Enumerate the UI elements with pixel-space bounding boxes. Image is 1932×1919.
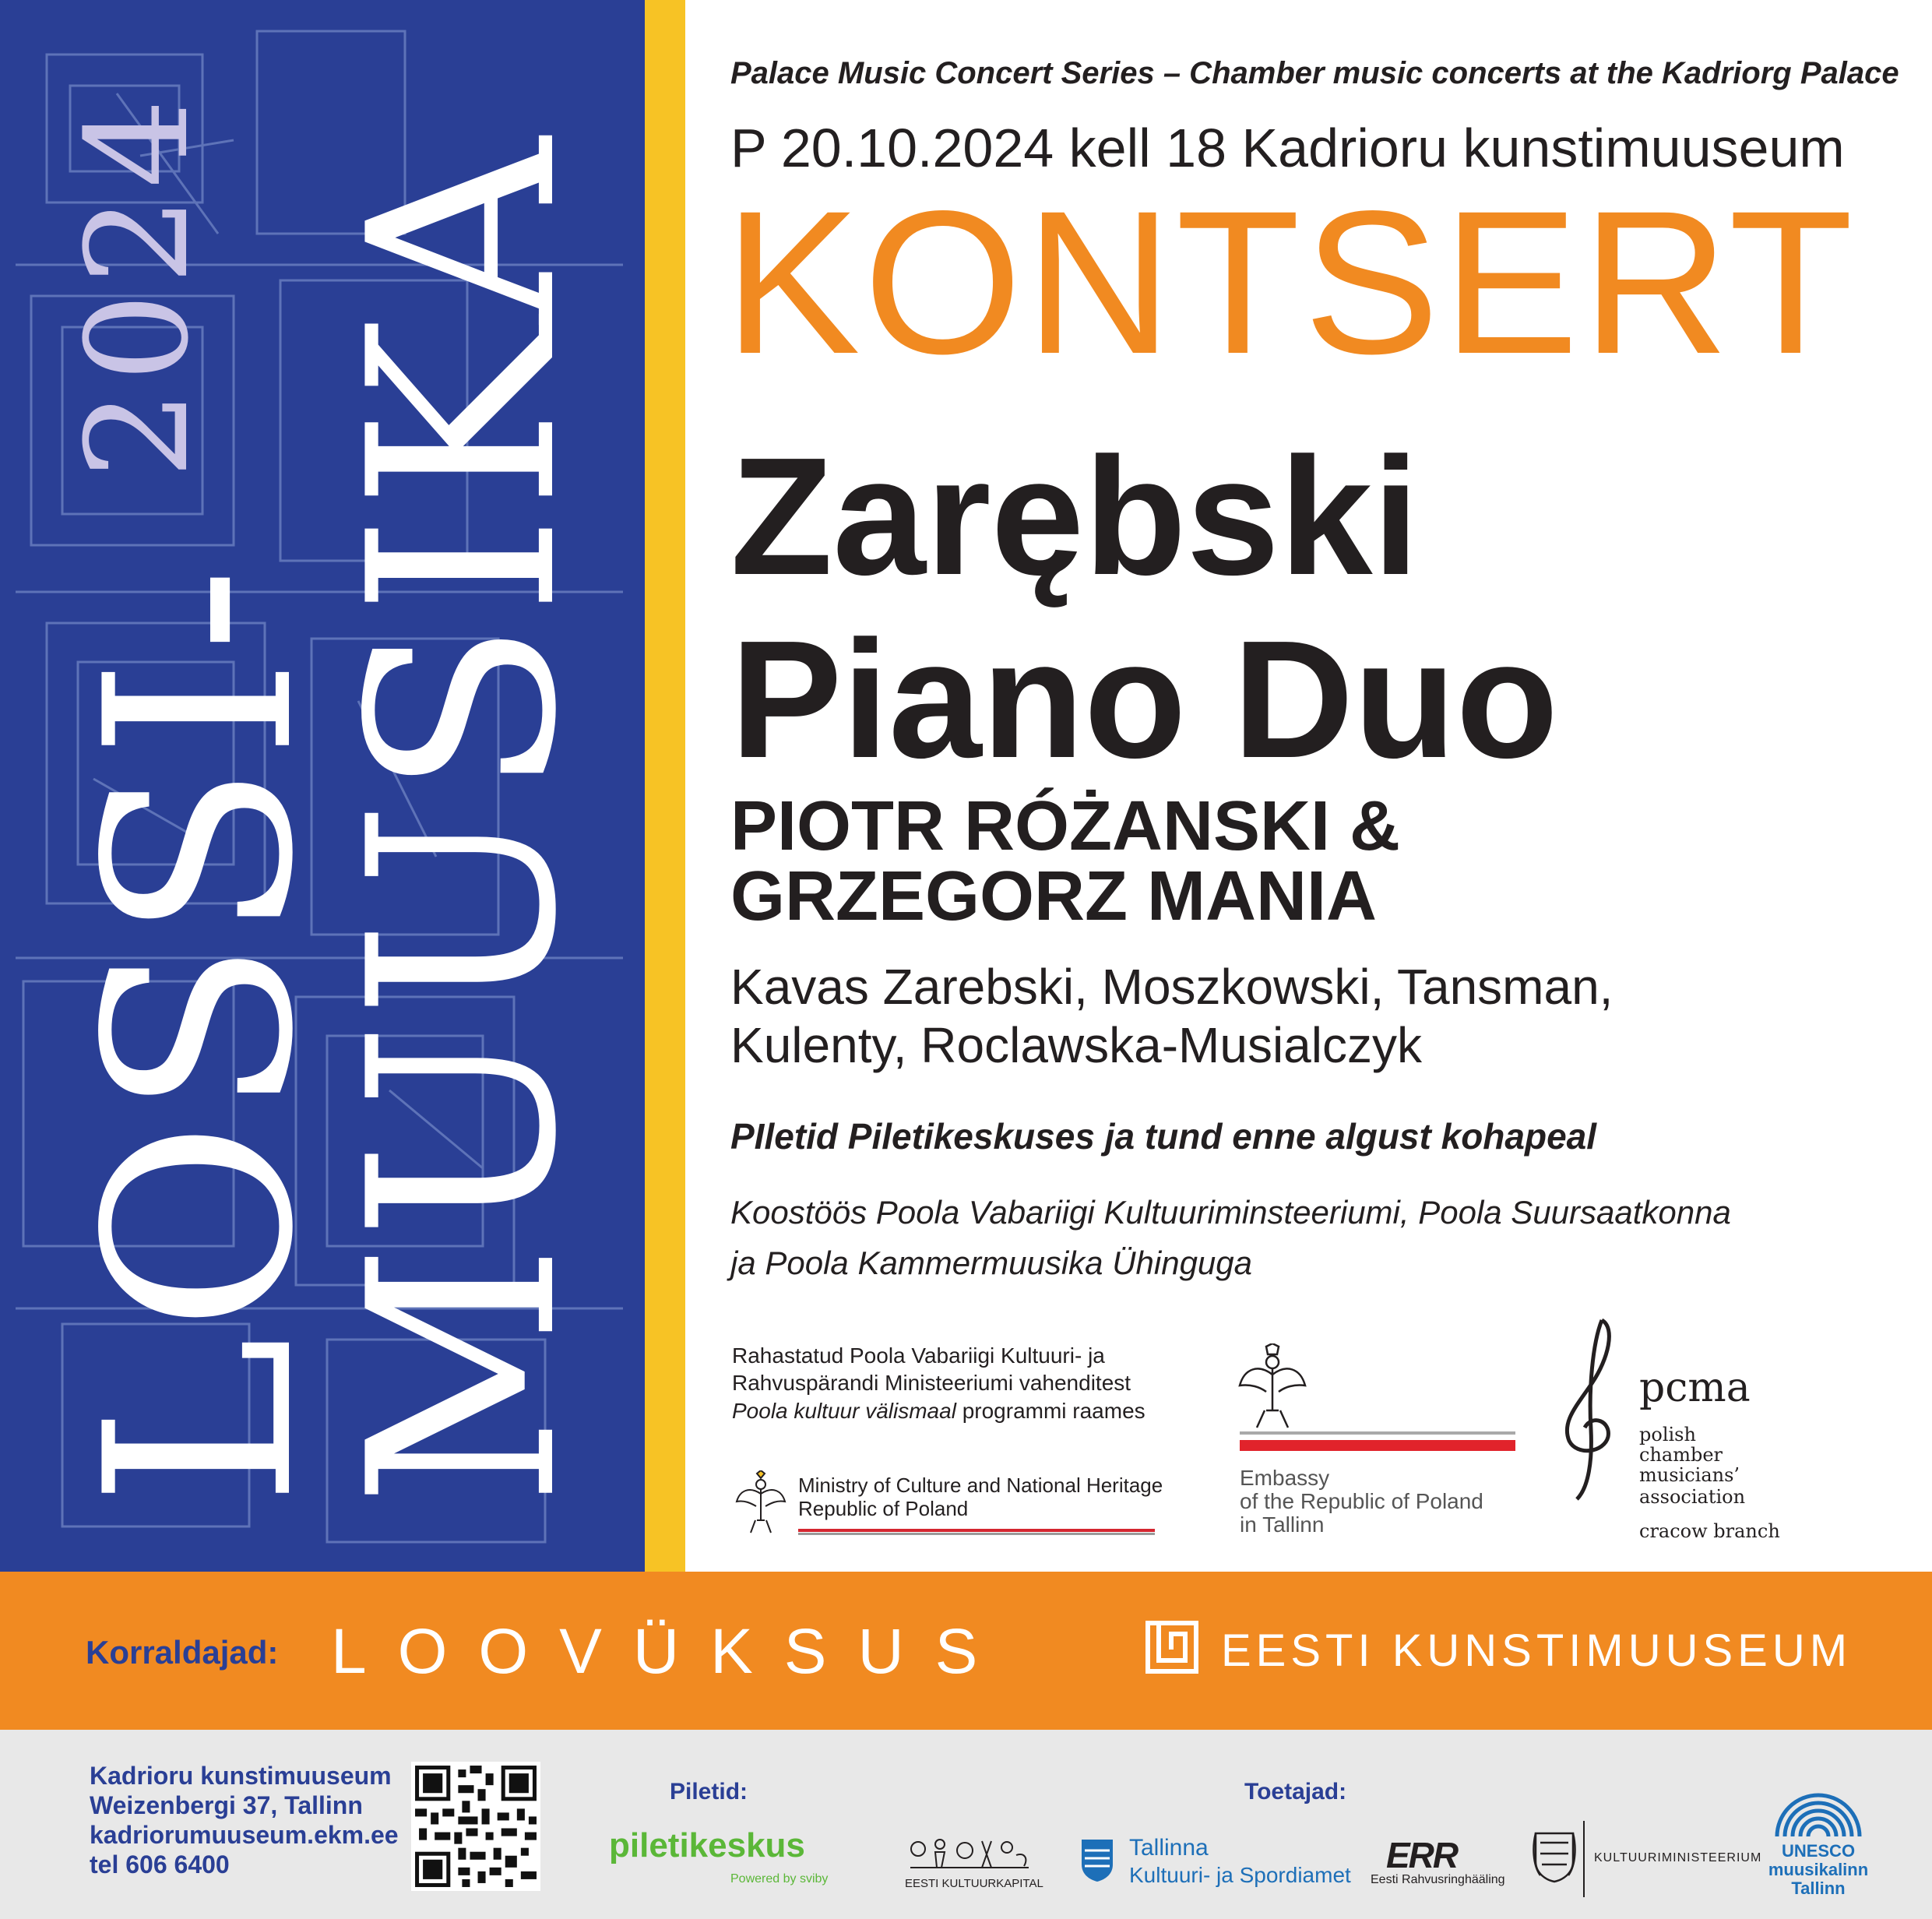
program-line2: Kulenty, Roclawska-Musialczyk — [730, 1017, 1422, 1073]
ministry-name-line2: Republic of Poland — [798, 1497, 969, 1520]
yellow-stripe — [645, 0, 685, 1572]
unesco-line2: muusikalinn — [1768, 1860, 1869, 1879]
headline-kontsert: KONTSERT — [724, 168, 1856, 396]
funding-line1: Rahastatud Poola Vabariigi Kultuuri- ja — [732, 1343, 1105, 1368]
cooperation-line1: Koostöös Poola Vabariigi Kultuuriminsteeriumi, Poola Suursaatkonna — [730, 1194, 1731, 1231]
embassy-gray-bar — [1240, 1431, 1515, 1435]
funding-line2: Rahvuspärandi Ministeeriumi vahenditest — [732, 1371, 1131, 1395]
date-venue: P 20.10.2024 kell 18 Kadrioru kunstimuuseum — [730, 118, 1845, 178]
kulkap-figures-icon — [907, 1836, 1032, 1871]
loovuksus-logo: LOOVÜKSUS — [331, 1616, 1009, 1687]
program-line1: Kavas Zarebski, Moszkowski, Tansman, — [730, 959, 1614, 1015]
kultuuriministeerium-label: KULTUURIMINISTEERIUM — [1594, 1851, 1762, 1864]
pcma-line2: chamber — [1639, 1444, 1723, 1466]
polish-eagle-icon — [734, 1470, 788, 1536]
ministry-gray-bar — [798, 1533, 1155, 1535]
tallinn-line2: Kultuuri- ja Spordiamet — [1129, 1863, 1351, 1887]
unesco-line1: UNESCO — [1781, 1841, 1856, 1861]
vertical-year: 2024 — [57, 90, 220, 479]
cooperation-line2: ja Poola Kammermuusika Ühinguga — [730, 1245, 1253, 1281]
unesco-arcs-icon — [1772, 1790, 1864, 1838]
tallinn-line1: Tallinna — [1129, 1835, 1209, 1861]
address-website[interactable]: kadriorumuuseum.ekm.ee — [90, 1821, 399, 1849]
vertical-title-muusika: MUUSIKA — [314, 132, 613, 1507]
embassy-eagle-icon — [1237, 1343, 1308, 1431]
eesti-kunstimuuseum-logo: EESTI KUNSTIMUUSEUM — [1221, 1625, 1853, 1676]
tallinn-shield-icon — [1080, 1838, 1114, 1883]
pcma-name: pcma — [1639, 1364, 1751, 1411]
address-venue: Kadrioru kunstimuuseum — [90, 1762, 392, 1790]
ensemble-title-line2: Piano Duo — [730, 605, 1559, 793]
supporters-label: Toetajad: — [1244, 1779, 1347, 1805]
kulkap-label: EESTI KULTUURKAPITAL — [905, 1877, 1043, 1890]
funding-line3-rest: programmi raames — [955, 1399, 1145, 1423]
tickets-note: PIletid Piletikeskuses ja tund enne algust kohapeal — [730, 1116, 1597, 1157]
pcma-line4: association — [1639, 1486, 1746, 1508]
vertical-title-lossi: LOSSI- — [51, 562, 350, 1507]
embassy-line1: Embassy — [1240, 1466, 1330, 1490]
pcma-line3: musicians’ — [1639, 1464, 1740, 1486]
ministry-name-line1: Ministry of Culture and National Heritage — [798, 1474, 1163, 1497]
ekm-logo-icon — [1145, 1620, 1199, 1674]
organizers-label: Korraldajad: — [86, 1634, 279, 1671]
left-title-panel — [0, 0, 645, 1572]
ministry-divider — [1583, 1821, 1585, 1897]
ministry-red-bar — [798, 1529, 1155, 1532]
unesco-line3: Tallinn — [1791, 1879, 1846, 1898]
qr-code-icon[interactable] — [411, 1762, 540, 1891]
pcma-line1: polish — [1639, 1424, 1696, 1445]
address-street: Weizenbergi 37, Tallinn — [90, 1791, 363, 1819]
performers-line2: GRZEGORZ MANIA — [730, 857, 1377, 935]
treble-clef-icon — [1554, 1312, 1631, 1503]
series-subtitle: Palace Music Concert Series – Chamber music concerts at the Kadriorg Palace — [730, 56, 1899, 90]
funding-programme-name: Poola kultuur välismaal — [732, 1399, 956, 1423]
performers-line1: PIOTR RÓŻANSKI & — [730, 787, 1401, 865]
tickets-label: Piletid: — [670, 1779, 748, 1805]
err-label: Eesti Rahvusringhääling — [1371, 1873, 1505, 1886]
ensemble-title-line1: Zarębski — [730, 422, 1420, 610]
embassy-line2: of the Republic of Poland — [1240, 1489, 1483, 1513]
address-phone: tel 606 6400 — [90, 1850, 230, 1879]
piletikeskus-tagline: Powered by sviby — [730, 1872, 829, 1886]
embassy-line3: in Tallinn — [1240, 1512, 1325, 1537]
estonia-coat-of-arms-icon — [1533, 1830, 1576, 1883]
embassy-red-bar — [1240, 1440, 1515, 1451]
piletikeskus-logo[interactable]: piletikeskus — [609, 1826, 805, 1864]
funding-line3 — [732, 1399, 1145, 1424]
err-logo: ERR — [1386, 1835, 1458, 1875]
pcma-branch: cracow branch — [1639, 1520, 1780, 1542]
